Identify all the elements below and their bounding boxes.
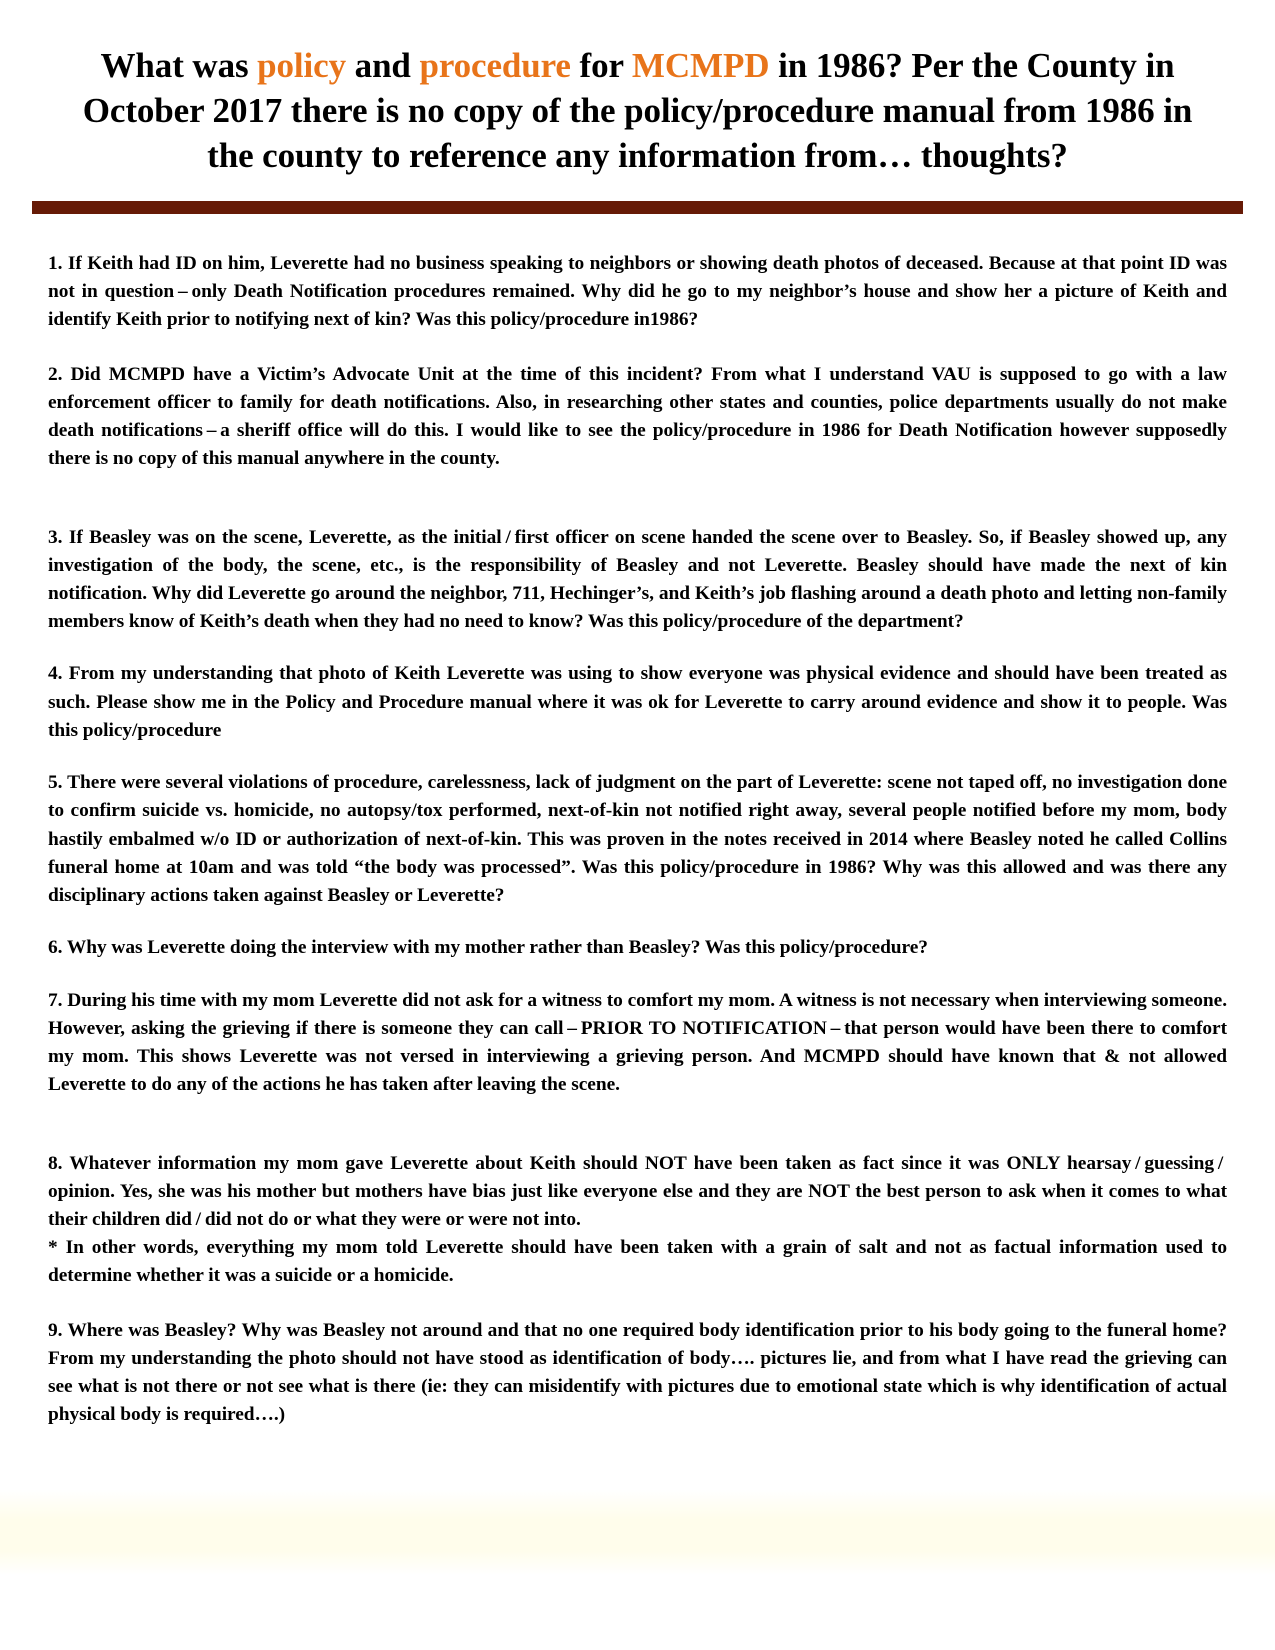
title-segment-6: in 1986? Per the County in October 2017 there is no copy of the policy/procedure manual from 1986 in the county to reference any information from… thoughts? bbox=[82, 46, 1193, 175]
title-divider-rule bbox=[32, 201, 1243, 214]
list-item: 8. Whatever information my mom gave Leverette about Keith should NOT have been taken as fact since it was ONLY hearsay / guessing / opinion. Yes, she was his mother but mothers have bias just like everyone else and they are NOT the best person to ask when it comes to what their children did / did not do or what they were or were not into. bbox=[48, 1152, 1227, 1230]
title-segment-policy: policy bbox=[257, 46, 347, 85]
list-item: 5. There were several violations of procedure, carelessness, lack of judgment on the part of Leverette: scene not taped off, no investigation done to confirm suicide vs. homicide, no autopsy/tox performed, next-of-kin not notified right away, several people notified before my mom, body hastily embalmed w/o ID or authorization of next-of-kin. This was proven in the notes received in 2014 where Beasley noted he called Collins funeral home at 10am and was told “the body was processed”. Was this policy/procedure in 1986? Why was this allowed and was there any disciplinary actions taken against Beasley or Leverette? bbox=[48, 772, 1227, 907]
list-item: 6. Why was Leverette doing the interview with my mother rather than Beasley? Was this policy/procedure? bbox=[48, 937, 928, 959]
title-segment-4: for bbox=[570, 46, 632, 85]
title-segment-0: What was bbox=[100, 46, 258, 85]
list-item: 4. From my understanding that photo of Keith Leverette was using to show everyone was physical evidence and should have been treated as such. Please show me in the Policy and Procedure manual where it was ok for Leverette to carry around evidence and show it to people. Was this policy/procedure bbox=[48, 663, 1227, 741]
page-title bbox=[0, 0, 1275, 179]
list-item-footnote: * In other words, everything my mom told Leverette should have been taken with a grain of salt and not as factual information used to determine whether it was a suicide or a homicide. bbox=[48, 1237, 1227, 1287]
questions-list bbox=[0, 214, 1275, 1430]
scan-paper-tint bbox=[0, 1490, 1275, 1575]
list-item: 7. During his time with my mom Leverette did not ask for a witness to comfort my mom. A witness is not necessary when interviewing someone. However, asking the grieving if there is someone they can call – PRIOR TO NOTIFICATION – that person would have been there to comfort my mom. This shows Leverette was not versed in interviewing a grieving person. And MCMPD should have known that & not allowed Leverette to do any of the actions he has taken after leaving the scene. bbox=[48, 989, 1227, 1096]
title-segment-mcmpd: MCMPD bbox=[631, 46, 770, 85]
title-segment-2: and bbox=[346, 46, 420, 85]
list-item: 3. If Beasley was on the scene, Leverette, as the initial / first officer on scene handed the scene over to Beasley. So, if Beasley showed up, any investigation of the body, the scene, etc., is the responsibility of Beasley and not Leverette. Beasley should have made the next of kin notification. Why did Leverette go around the neighbor, 711, Hechinger’s, and Keith’s job flashing around a death photo and letting non-family members know of Keith’s death when they had no need to know? Was this policy/procedure of the department? bbox=[48, 526, 1227, 633]
list-item: 2. Did MCMPD have a Victim’s Advocate Unit at the time of this incident? From what I understand VAU is supposed to go with a law enforcement officer to family for death notifications. Also, in researching other states and counties, police departments usually do not make death notifications – a sheriff office will do this. I would like to see the policy/procedure in 1986 for Death Notification however supposedly there is no copy of this manual anywhere in the county. bbox=[48, 363, 1227, 470]
list-item: 1. If Keith had ID on him, Leverette had no business speaking to neighbors or showing death photos of deceased. Because at that point ID was not in question – only Death Notification procedures remained. Why did he go to my neighbor’s house and show her a picture of Keith and identify Keith prior to notifying next of kin? Was this policy/procedure in1986? bbox=[48, 252, 1227, 331]
title-segment-procedure: procedure bbox=[419, 46, 571, 85]
list-item: 9. Where was Beasley? Why was Beasley not around and that no one required body identification prior to his body going to the funeral home? From my understanding the photo should not have stood as identification of body…. pictures lie, and from what I have read the grieving can see what is not there or not see what is there (ie: they can misidentify with pictures due to emotional state which is why identification of actual physical body is required….) bbox=[48, 1319, 1227, 1426]
